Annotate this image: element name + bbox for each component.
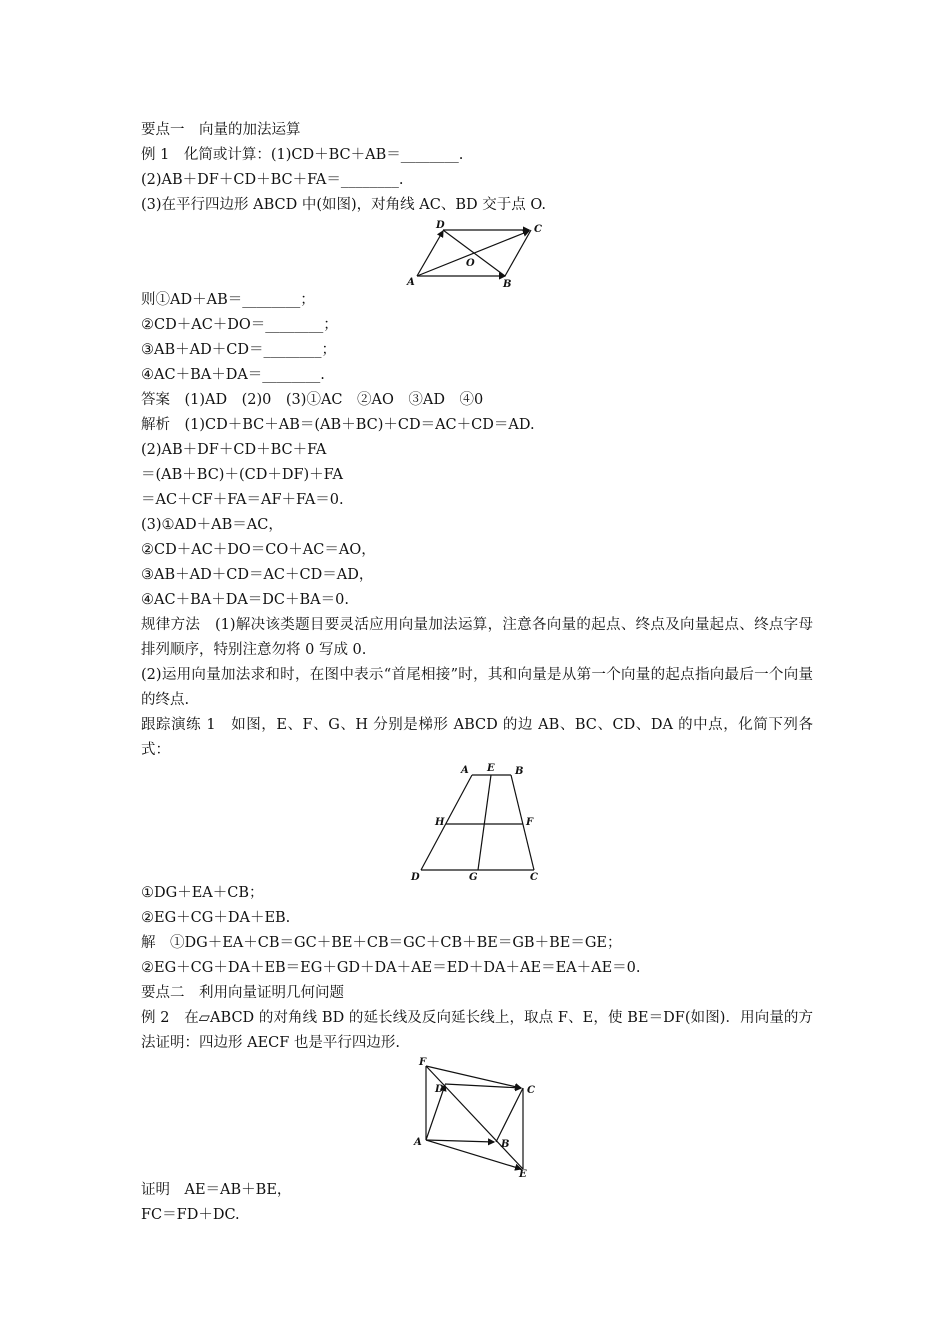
label-E: E <box>519 1169 527 1178</box>
label-B: B <box>503 279 512 288</box>
proof-line-1: 证明 AE＝AB＋BE， <box>141 1182 292 1198</box>
label-F: F <box>419 1057 427 1068</box>
analysis-line: (3)①AD＋AB＝AC， <box>141 517 283 533</box>
question-4: ④AC＋BA＋DA＝________. <box>141 367 325 383</box>
solution-line-2: ②EG＋CG＋DA＋EB＝EG＋GD＋DA＋AE＝ED＋DA＋AE＝EA＋AE＝0. <box>141 960 641 976</box>
example-1-line-1: 例 1 化简或计算：(1)CD＋BC＋AB＝________. <box>141 147 464 163</box>
label-C: C <box>527 1085 535 1096</box>
example-1-line-2: (2)AB＋DF＋CD＋BC＋FA＝________. <box>141 172 404 188</box>
figure-quadrilateral <box>141 1056 813 1178</box>
solution-line-1: 解 ①DG＋EA＋CB＝GC＋BE＋CB＝GC＋CB＋BE＝GB＋BE＝GE； <box>141 935 622 951</box>
label-F: F <box>526 817 534 828</box>
section-heading-2: 要点二 利用向量证明几何问题 <box>141 985 344 1001</box>
label-H: H <box>435 817 445 828</box>
answer-line: 答案 (1)AD (2)0 (3)①AC ②AO ③AD ④0 <box>141 392 484 408</box>
practice-prompt: 跟踪演练 1 如图，E、F、G、H 分别是梯形 ABCD 的边 AB、BC、CD、DA 的中点，化简下列各式： <box>141 717 813 758</box>
label-D: D <box>436 220 445 231</box>
label-C: C <box>530 872 538 881</box>
analysis-line: ②CD＋AC＋DO＝CO＋AC＝AO， <box>141 542 376 558</box>
analysis-line: (2)AB＋DF＋CD＋BC＋FA <box>141 442 327 458</box>
label-A: A <box>461 765 469 776</box>
label-G: G <box>469 872 478 881</box>
practice-item-1: ①DG＋EA＋CB； <box>141 885 264 901</box>
document-body <box>141 118 813 1228</box>
trapezoid-diagram <box>141 763 813 881</box>
label-A: A <box>414 1137 422 1148</box>
question-3: ③AB＋AD＋CD＝________； <box>141 342 336 358</box>
label-A: A <box>407 277 415 288</box>
label-D: D <box>411 872 420 881</box>
practice-item-2: ②EG＋CG＋DA＋EB. <box>141 910 291 926</box>
proof-line-2: FC＝FD＋DC. <box>141 1207 240 1223</box>
figure-trapezoid <box>141 763 813 881</box>
label-E: E <box>487 763 495 774</box>
label-D: D <box>435 1084 444 1095</box>
method-paragraph-2: (2)运用向量加法求和时，在图中表示“首尾相接”时，其和向量是从第一个向量的起点指向最后一个向量的终点. <box>141 667 813 708</box>
label-B: B <box>515 766 524 777</box>
label-C: C <box>534 224 542 235</box>
parallelogram-diagram <box>141 218 813 288</box>
method-paragraph-1: 规律方法 (1)解决该类题目要灵活应用向量加法运算，注意各向量的起点、终点及向量起点、终点字母排列顺序，特别注意勿将 0 写成 0. <box>141 617 813 658</box>
analysis-line: ＝(AB＋BC)＋(CD＋DF)＋FA <box>141 467 343 483</box>
figure-parallelogram <box>141 218 813 288</box>
label-O: O <box>466 258 475 269</box>
analysis-line: ＝AC＋CF＋FA＝AF＋FA＝0. <box>141 492 344 508</box>
question-1: 则①AD＋AB＝________； <box>141 292 315 308</box>
example-1-line-3: (3)在平行四边形 ABCD 中(如图)，对角线 AC、BD 交于点 O. <box>141 197 547 213</box>
analysis-line: 解析 (1)CD＋BC＋AB＝(AB＋BC)＋CD＝AC＋CD＝AD. <box>141 417 535 433</box>
quadrilateral-diagram <box>141 1056 813 1178</box>
analysis-line: ③AB＋AD＋CD＝AC＋CD＝AD， <box>141 567 374 583</box>
section-heading-1: 要点一 向量的加法运算 <box>141 122 301 138</box>
example-2-prompt: 例 2 在▱ABCD 的对角线 BD 的延长线及反向延长线上，取点 F、E，使 BE＝DF(如图)．用向量的方法证明：四边形 AECF 也是平行四边形. <box>141 1010 813 1051</box>
label-B: B <box>501 1139 510 1150</box>
question-2: ②CD＋AC＋DO＝________； <box>141 317 338 333</box>
analysis-line: ④AC＋BA＋DA＝DC＋BA＝0. <box>141 592 349 608</box>
